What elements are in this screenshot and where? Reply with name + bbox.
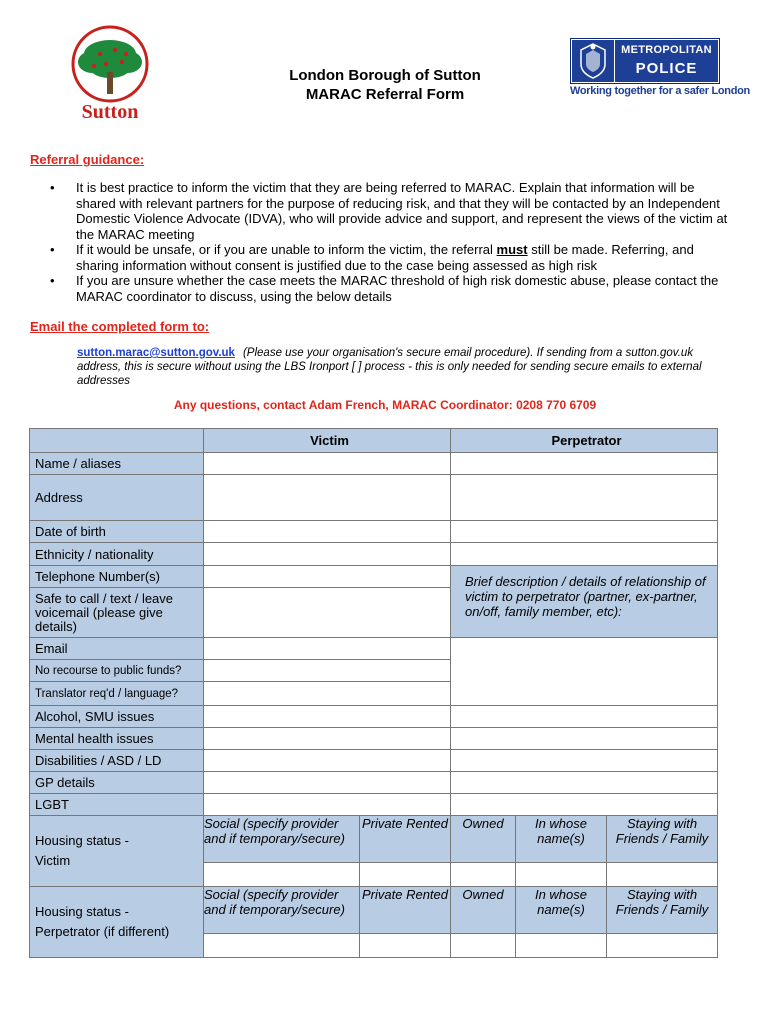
victim-alcohol-field[interactable] (204, 706, 451, 728)
police-tagline: Working together for a safer London (570, 85, 750, 97)
page-title (230, 66, 540, 104)
victim-translator-field[interactable] (204, 682, 451, 706)
email-label: Email (30, 638, 204, 660)
police-logo-line-2: POLICE (635, 60, 698, 77)
perpetrator-housing-staying-field[interactable] (607, 934, 718, 958)
victim-housing-staying-field[interactable] (607, 863, 718, 887)
perpetrator-housing-whose-field[interactable] (516, 934, 607, 958)
victim-address-field[interactable] (204, 475, 451, 521)
victim-mental-health-field[interactable] (204, 728, 451, 750)
title-line-2: MARAC Referral Form (305, 86, 465, 103)
perpetrator-ethnicity-field[interactable] (451, 543, 718, 566)
victim-lgbt-field[interactable] (204, 794, 451, 816)
housing-victim-label: Housing status - Victim (30, 816, 204, 887)
guidance-heading: Referral guidance: (30, 152, 145, 167)
housing-option-private: Private Rented (360, 816, 451, 863)
title-line-1: London Borough of Sutton (289, 67, 481, 84)
email-note: (Please use your organisation's secure email procedure). If sending from a sutton.gov.uk address, this is secure without using the LBS Ironport [ ] process - this is only needed for sending secure emails to external addresses (77, 347, 702, 387)
ethnicity-label: Ethnicity / nationality (30, 543, 204, 566)
gp-label: GP details (30, 772, 204, 794)
victim-dob-field[interactable] (204, 521, 451, 543)
perpetrator-name-field[interactable] (451, 453, 718, 475)
perpetrator-housing-owned-field[interactable] (451, 934, 516, 958)
guidance-bullet: • If you are unsure whether the case meets the MARAC threshold of high risk domestic abuse, please contact the MARAC coordinator to discuss, using the below details (48, 273, 728, 304)
guidance-list (48, 180, 728, 304)
victim-housing-whose-field[interactable] (516, 863, 607, 887)
perpetrator-mental-health-field[interactable] (451, 728, 718, 750)
sutton-council-logo (60, 24, 160, 124)
mental-health-label: Mental health issues (30, 728, 204, 750)
translator-label: Translator req'd / language? (30, 682, 204, 706)
housing-option-social: Social (specify provider and if temporary/secure) (204, 816, 360, 863)
guidance-bullet: • If it would be unsafe, or if you are unable to inform the victim, the referral must still be made. Referring, and sharing information without consent is justified due to the case being assessed as high risk (48, 242, 728, 273)
housing-option-owned: Owned (451, 816, 516, 863)
housing-option-staying: Staying with Friends / Family (607, 887, 718, 934)
email-instructions (77, 346, 727, 388)
perpetrator-address-field[interactable] (451, 475, 718, 521)
police-crest-icon (572, 40, 614, 82)
perpetrator-disabilities-field[interactable] (451, 750, 718, 772)
victim-housing-owned-field[interactable] (451, 863, 516, 887)
victim-ethnicity-field[interactable] (204, 543, 451, 566)
recourse-label: No recourse to public funds? (30, 660, 204, 682)
perpetrator-alcohol-field[interactable] (451, 706, 718, 728)
address-label: Address (30, 475, 204, 521)
perpetrator-housing-private-field[interactable] (360, 934, 451, 958)
housing-option-whose: In whose name(s) (516, 887, 607, 934)
sutton-logo-text: Sutton (81, 101, 139, 123)
metropolitan-police-logo (570, 38, 750, 100)
header-blank (30, 429, 204, 453)
relationship-details-field[interactable] (451, 638, 718, 706)
guidance-bullet: • It is best practice to inform the victim that they are being referred to MARAC. Explain that information will be shared with relevant partners for the purpose of reducing risk, and that they will be contacted by an Independent Domestic Violence Advocate (IDVA), who will provide advice and support, and represent the views of the victim at the MARAC meeting (48, 180, 728, 242)
email-heading: Email the completed form to: (30, 319, 210, 334)
victim-disabilities-field[interactable] (204, 750, 451, 772)
victim-recourse-field[interactable] (204, 660, 451, 682)
housing-option-private: Private Rented (360, 887, 451, 934)
housing-option-social: Social (specify provider and if temporary/secure) (204, 887, 360, 934)
perpetrator-column-header: Perpetrator (451, 429, 718, 453)
name-label: Name / aliases (30, 453, 204, 475)
telephone-label: Telephone Number(s) (30, 566, 204, 588)
disabilities-label: Disabilities / ASD / LD (30, 750, 204, 772)
lgbt-label: LGBT (30, 794, 204, 816)
victim-housing-social-field[interactable] (204, 863, 360, 887)
alcohol-label: Alcohol, SMU issues (30, 706, 204, 728)
housing-option-owned: Owned (451, 887, 516, 934)
perpetrator-lgbt-field[interactable] (451, 794, 718, 816)
marac-email-link[interactable]: sutton.marac@sutton.gov.uk (77, 347, 235, 359)
victim-column-header: Victim (204, 429, 451, 453)
relationship-note: Brief description / details of relationship of victim to perpetrator (partner, ex-partner, on/off, family member, etc): (451, 566, 718, 638)
victim-name-field[interactable] (204, 453, 451, 475)
housing-perpetrator-label: Housing status - Perpetrator (if different) (30, 887, 204, 958)
perpetrator-housing-social-field[interactable] (204, 934, 360, 958)
perpetrator-dob-field[interactable] (451, 521, 718, 543)
contact-line: Any questions, contact Adam French, MARAC Coordinator: 0208 770 6709 (173, 398, 597, 412)
victim-safe-to-call-field[interactable] (204, 588, 451, 638)
victim-housing-private-field[interactable] (360, 863, 451, 887)
housing-option-staying: Staying with Friends / Family (607, 816, 718, 863)
perpetrator-gp-field[interactable] (451, 772, 718, 794)
dob-label: Date of birth (30, 521, 204, 543)
victim-telephone-field[interactable] (204, 566, 451, 588)
housing-option-whose: In whose name(s) (516, 816, 607, 863)
victim-gp-field[interactable] (204, 772, 451, 794)
referral-form-table (29, 428, 718, 958)
safe-to-call-label: Safe to call / text / leave voicemail (please give details) (30, 588, 204, 638)
police-logo-line-1: METROPOLITAN (621, 44, 712, 56)
victim-email-field[interactable] (204, 638, 451, 660)
